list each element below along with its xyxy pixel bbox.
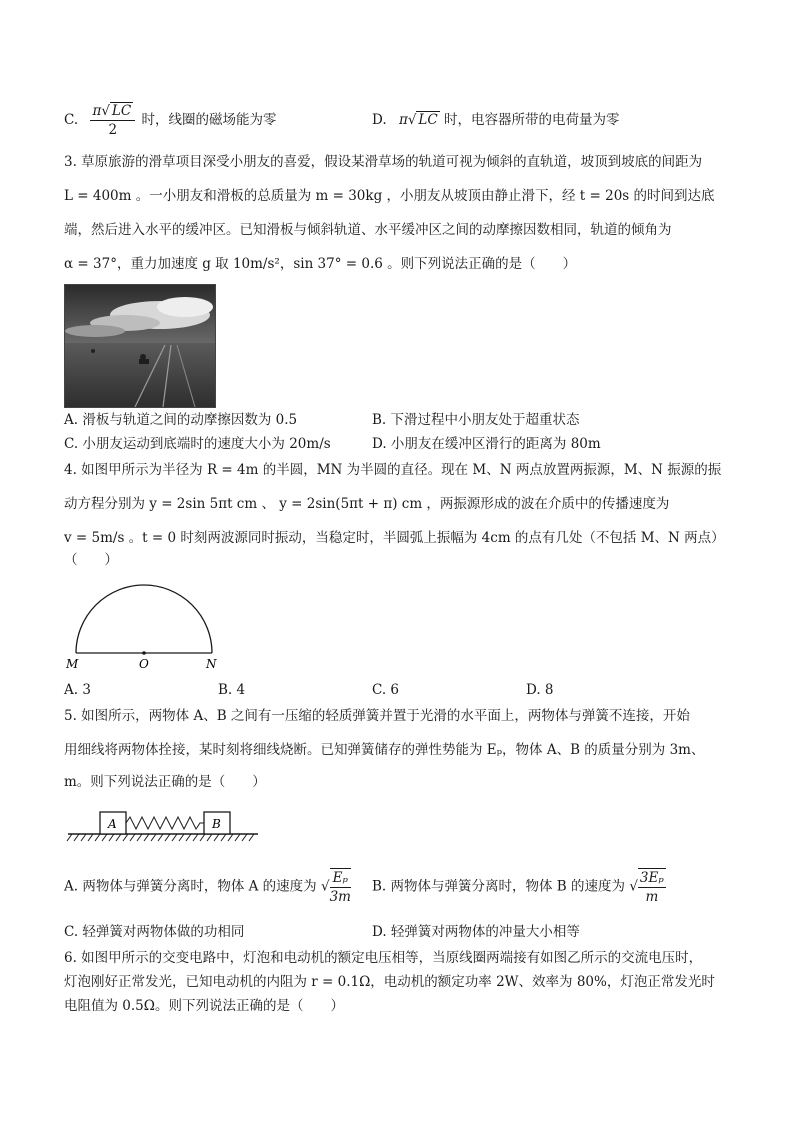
q5-option-a[interactable]: A. 两物体与弹簧分离时，物体 A 的速度为 √ $\frac{\text{Eₚ}}{3m}$ (64, 870, 351, 905)
semicircle-figure (64, 568, 234, 672)
q3-option-b[interactable]: B. 下滑过程中小朋友处于超重状态 (372, 412, 580, 428)
q6-line-1: 6. 如图甲所示的交变电路中，灯泡和电动机的额定电压相等，当原线圈两端接有如图乙所示的交流电压时， (64, 950, 703, 966)
q5-opta-fraction (330, 868, 351, 906)
q2-option-c[interactable] (64, 102, 277, 139)
q4-option-c[interactable]: C. 6 (372, 682, 400, 698)
option-text: 时，线圈的磁场能为零 (141, 112, 277, 128)
numerator: 3Eₚ (639, 870, 664, 886)
option-label: D. (372, 112, 387, 128)
label-m: M (66, 657, 79, 671)
q5-option-c[interactable]: C. 轻弹簧对两物体做的功相同 (64, 924, 245, 940)
q5-line-3: m。则下列说法正确的是（ ） (64, 774, 266, 790)
block-b-label: B (212, 817, 221, 831)
q5-line-1: 5. 如图所示，两物体 A、B 之间有一压缩的轻质弹簧并置于光滑的水平面上，两物体与弹簧不连接，开始 (64, 708, 690, 724)
option-text: 时，电容器所带的电荷量为零 (444, 112, 620, 128)
numerator: Eₚ (330, 869, 351, 888)
denominator: 2 (108, 122, 118, 138)
block-a-label: A (108, 817, 117, 831)
q4-line-3: v = 5m/s 。t = 0 时刻两波源同时振动，当稳定时，半圆弧上振幅为 4cm 的点有几处（不包括 M、N 两点） (64, 530, 725, 546)
option-label: C. (64, 112, 79, 128)
grassland-slide-photo (64, 284, 216, 408)
radicand: LC (418, 112, 438, 128)
q6-line-2: 灯泡刚好正常发光，已知电动机的内阻为 r = 0.1Ω，电动机的额定功率 2W、效率为 80%，灯泡正常发光时 (64, 974, 715, 990)
q4-option-d[interactable]: D. 8 (526, 682, 554, 698)
q6-line-3: 电阻值为 0.5Ω。则下列说法正确的是（ ） (64, 998, 344, 1014)
denominator: m (645, 889, 659, 905)
q4-line-2: 动方程分别为 y = 2sin 5πt cm 、 y = 2sin(5πt + π) cm ，两振源形成的波在介质中的传播速度为 (64, 496, 670, 512)
denominator: 3m (329, 889, 351, 905)
q5-optb-fraction (638, 868, 666, 906)
spring-blocks-figure (66, 804, 262, 846)
radicand: LC (111, 103, 132, 119)
q3-option-c[interactable]: C. 小朋友运动到底端时的速度大小为 20m/s (64, 436, 331, 452)
q2-option-d[interactable]: D. π√ LC 时，电容器所带的电荷量为零 (372, 112, 620, 128)
label-o: O (139, 657, 149, 671)
pi-symbol: π (92, 103, 102, 119)
label-n: N (206, 657, 217, 671)
q3-line-1: 3. 草原旅游的滑草项目深受小朋友的喜爱，假设某滑草场的轨道可视为倾斜的直轨道，坡顶到坡底的间距为 (64, 154, 703, 170)
q4-option-a[interactable]: A. 3 (64, 682, 91, 698)
option-text: A. 两物体与弹簧分离时，物体 A 的速度为 (64, 878, 317, 895)
q3-option-a[interactable]: A. 滑板与轨道之间的动摩擦因数为 0.5 (64, 412, 298, 428)
pi-symbol: π (398, 112, 408, 128)
q2-optc-fraction: $\frac{\pi√ LC}{2}$ (90, 102, 135, 139)
option-text: B. 两物体与弹簧分离时，物体 B 的速度为 (372, 878, 626, 895)
q3-option-d[interactable]: D. 小朋友在缓冲区滑行的距离为 80m (372, 436, 601, 452)
q5-option-b[interactable]: B. 两物体与弹簧分离时，物体 B 的速度为 √ $\frac{\text{3Eₚ}}{m}$ (372, 870, 664, 905)
q3-line-2: L = 400m 。一小朋友和滑板的总质量为 m = 30kg ，小朋友从坡顶由静止滑下，经 t = 20s 的时间到达底 (64, 188, 715, 204)
q4-option-b[interactable]: B. 4 (218, 682, 246, 698)
q3-line-4: α = 37°，重力加速度 g 取 10m/s²，sin 37° = 0.6 。则下列说法正确的是（ ） (64, 256, 577, 272)
q3-line-3: 端，然后进入水平的缓冲区。已知滑板与倾斜轨道、水平缓冲区之间的动摩擦因数相同，轨道的倾角为 (64, 222, 672, 238)
q5-option-d[interactable]: D. 轻弹簧对两物体的冲量大小相等 (372, 924, 580, 940)
q4-line-1: 4. 如图甲所示为半径为 R = 4m 的半圆，MN 为半圆的直径。现在 M、N 两点放置两振源，M、N 振源的振 (64, 462, 722, 478)
q4-line-4: （ ） (64, 552, 118, 568)
q5-line-2: 用细线将两物体拴接，某时刻将细线烧断。已知弹簧储存的弹性势能为 Eₚ，物体 A、B 的质量分别为 3m、 (64, 742, 705, 758)
